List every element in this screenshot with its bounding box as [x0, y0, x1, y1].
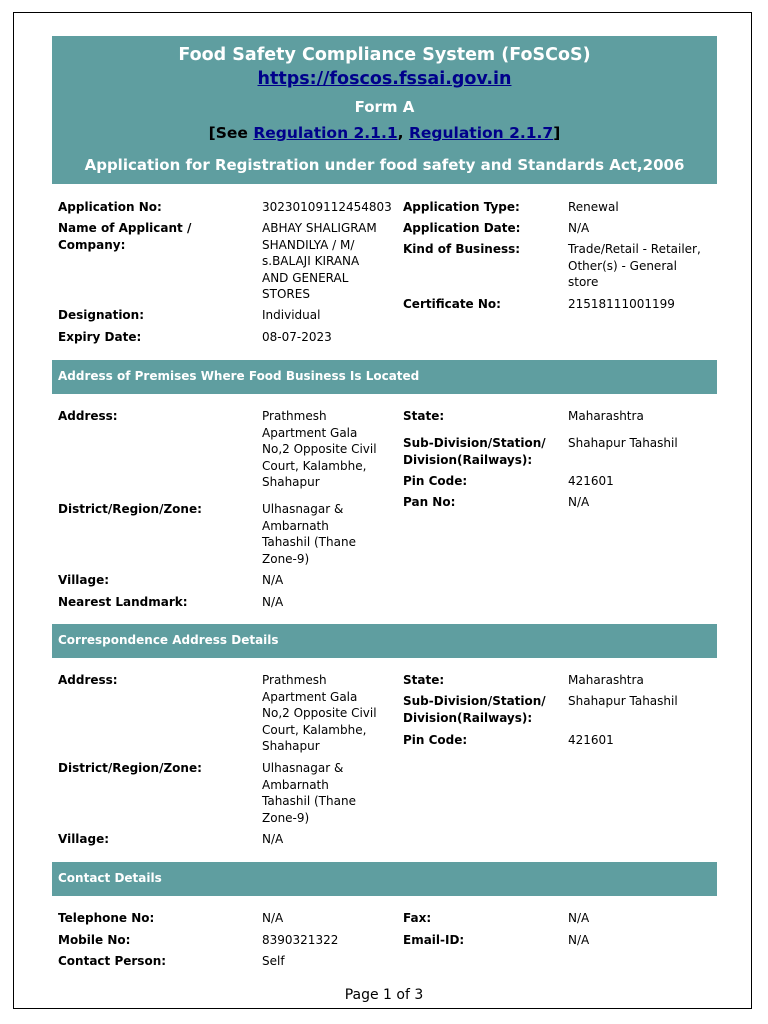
- expiry-date-label: Expiry Date:: [58, 330, 142, 344]
- contact-person-value: Self: [262, 954, 285, 968]
- contact-section-heading: Contact Details: [52, 862, 717, 896]
- telephone-label: Telephone No:: [58, 911, 155, 925]
- correspondence-subdivision-value: Shahapur Tahashil: [568, 694, 678, 708]
- correspondence-village-value: N/A: [262, 832, 284, 846]
- kind-of-business-value: Trade/Retail - Retailer, Other(s) - General store: [568, 242, 701, 289]
- email-value: N/A: [568, 933, 590, 947]
- form-name: Form A: [354, 98, 415, 116]
- premises-village-value: N/A: [262, 573, 284, 587]
- correspondence-pin-value: 421601: [568, 733, 614, 747]
- email-label: Email-ID:: [403, 933, 465, 947]
- application-no-label: Application No:: [58, 200, 162, 214]
- fax-label: Fax:: [403, 911, 432, 925]
- designation-label: Designation:: [58, 308, 145, 322]
- expiry-date-value: 08-07-2023: [262, 330, 332, 344]
- certificate-no-value: 21518111001199: [568, 297, 675, 311]
- application-date-value: N/A: [568, 221, 590, 235]
- mobile-value: 8390321322: [262, 933, 339, 947]
- premises-district-label: District/Region/Zone:: [58, 502, 202, 516]
- reg-suffix: ]: [553, 124, 561, 142]
- certificate-no-label: Certificate No:: [403, 297, 501, 311]
- pan-no-label: Pan No:: [403, 495, 456, 509]
- correspondence-address-value: Prathmesh Apartment Gala No,2 Opposite Civil Court, Kalambhe, Shahapur: [262, 673, 377, 753]
- mobile-label: Mobile No:: [58, 933, 131, 947]
- applicant-name-label: Name of Applicant / Company:: [58, 221, 192, 252]
- reg-prefix: [See: [208, 124, 254, 142]
- premises-address-value: Prathmesh Apartment Gala No,2 Opposite Civil Court, Kalambhe, Shahapur: [262, 409, 377, 489]
- correspondence-state-label: State:: [403, 673, 445, 687]
- kind-of-business-label: Kind of Business:: [403, 242, 521, 256]
- contact-person-label: Contact Person:: [58, 954, 167, 968]
- portal-link[interactable]: https://foscos.fssai.gov.in: [257, 69, 512, 89]
- premises-state-label: State:: [403, 409, 445, 423]
- correspondence-address-label: Address:: [58, 673, 118, 687]
- portal-url: [52, 69, 717, 89]
- pan-no-value: N/A: [568, 495, 590, 509]
- regulation-2-1-7-link[interactable]: Regulation 2.1.7: [408, 124, 554, 142]
- nearest-landmark-value: N/A: [262, 595, 284, 609]
- application-no-value: 30230109112454803: [262, 200, 392, 214]
- form-header: [52, 36, 717, 184]
- application-type-value: Renewal: [568, 200, 619, 214]
- regulation-reference: [52, 124, 717, 142]
- page-number: Page 1 of 3: [344, 987, 424, 1003]
- premises-pin-label: Pin Code:: [403, 474, 468, 488]
- nearest-landmark-label: Nearest Landmark:: [58, 595, 188, 609]
- correspondence-subdivision-label: Sub-Division/Station/ Division(Railways):: [403, 694, 546, 725]
- premises-subdivision-value: Shahapur Tahashil: [568, 436, 678, 450]
- telephone-value: N/A: [262, 911, 284, 925]
- correspondence-section-heading: Correspondence Address Details: [52, 624, 717, 658]
- application-type-label: Application Type:: [403, 200, 520, 214]
- premises-subdivision-label: Sub-Division/Station/ Division(Railways):: [403, 436, 546, 467]
- premises-state-value: Maharashtra: [568, 409, 644, 423]
- applicant-name-value: ABHAY SHALIGRAM SHANDILYA / M/ s.BALAJI KIRANA AND GENERAL STORES: [262, 221, 377, 301]
- system-title: Food Safety Compliance System (FoSCoS): [178, 45, 591, 65]
- correspondence-pin-label: Pin Code:: [403, 733, 468, 747]
- premises-district-value: Ulhasnagar & Ambarnath Tahashil (Thane Zone-9): [262, 502, 356, 566]
- correspondence-state-value: Maharashtra: [568, 673, 644, 687]
- correspondence-district-label: District/Region/Zone:: [58, 761, 202, 775]
- reg-separator: ,: [397, 124, 409, 142]
- designation-value: Individual: [262, 308, 321, 322]
- premises-section-heading: Address of Premises Where Food Business Is Located: [52, 360, 717, 394]
- correspondence-district-value: Ulhasnagar & Ambarnath Tahashil (Thane Zone-9): [262, 761, 356, 825]
- premises-pin-value: 421601: [568, 474, 614, 488]
- form-subtitle: Application for Registration under food safety and Standards Act,2006: [84, 156, 685, 174]
- regulation-2-1-1-link[interactable]: Regulation 2.1.1: [253, 124, 398, 142]
- correspondence-village-label: Village:: [58, 832, 110, 846]
- premises-address-label: Address:: [58, 409, 118, 423]
- premises-village-label: Village:: [58, 573, 110, 587]
- application-date-label: Application Date:: [403, 221, 521, 235]
- fax-value: N/A: [568, 911, 590, 925]
